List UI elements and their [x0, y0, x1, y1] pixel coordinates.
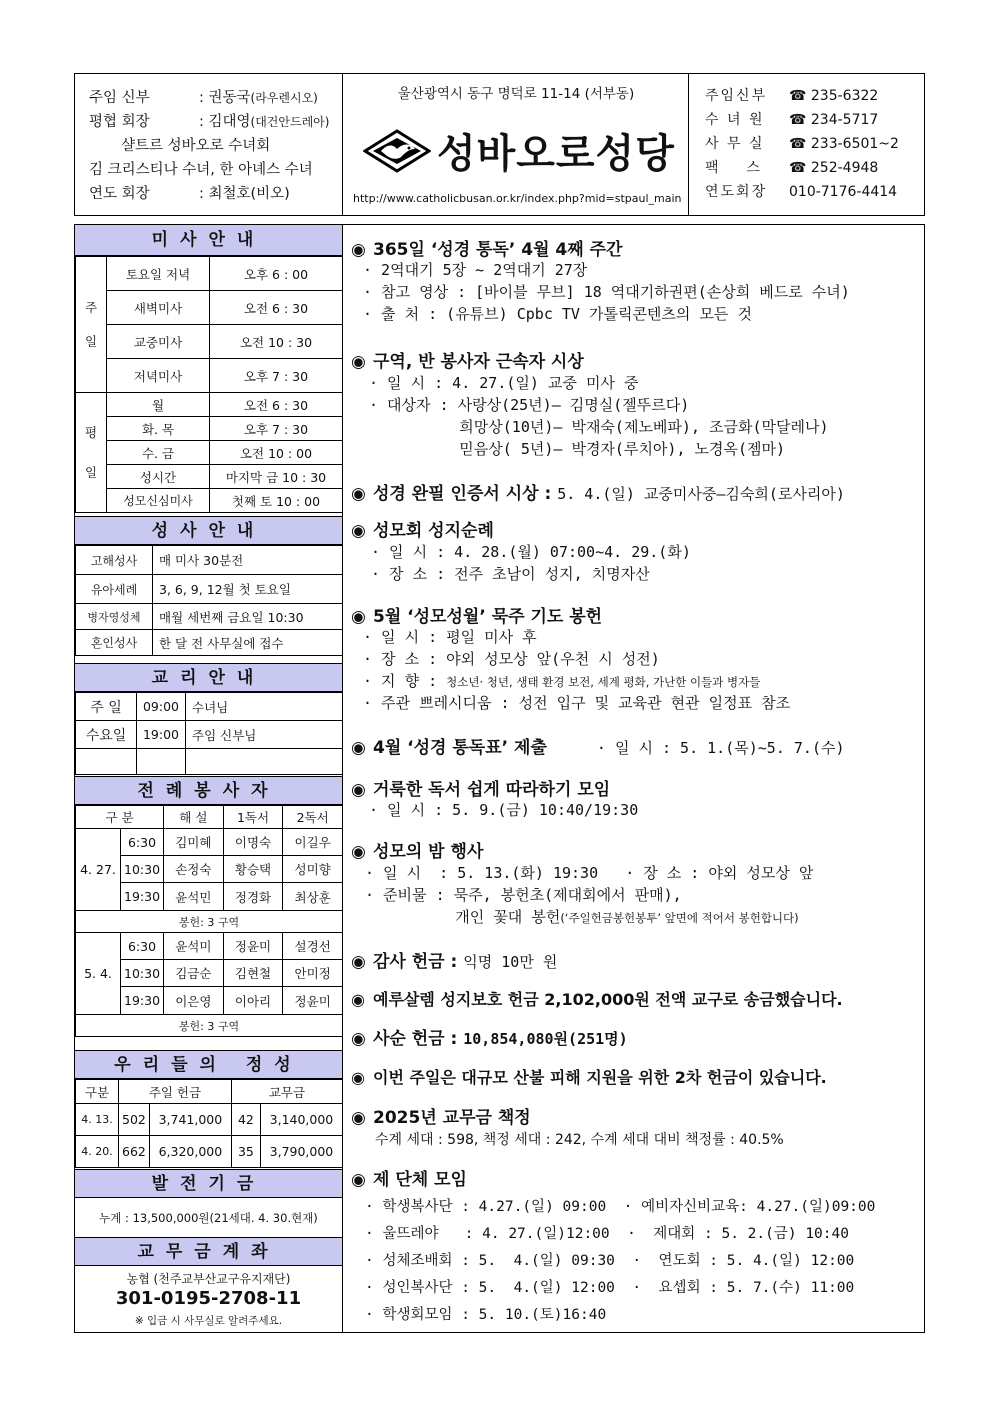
- catechism-section-title: 교리안내: [75, 663, 342, 692]
- sacrament-section-title: 성사안내: [75, 516, 342, 545]
- staff-sisters-order: 샬트르 성바오로 수녀회: [121, 138, 271, 154]
- mass-section-title: 미사안내: [75, 225, 342, 256]
- staff-yeondo-president: 연도 회장 : 최철호(비오): [89, 186, 290, 202]
- liturgy-table: 구 분 해 설 1독서 2독서 4. 27. 6:30 김미혜 이명숙 이길우 10:30 손정숙 황승택 성미향 19:30 윤석민 정경화 최상훈 봉헌: 3 구역 5. 4. 6:30 윤석미 정윤미 설경선 10:30 김금순 김현철 안미정 19:30 이은영 이아리 정윤미 봉헌: 3 구역: [75, 805, 343, 1037]
- notice-line: · 학생회모임 : 5. 10.(토)16:40: [365, 1307, 607, 1323]
- bullseye-icon: ◉: [351, 352, 366, 372]
- notice-line: 믿음상( 5년)– 박경자(루치아), 노경옥(젬마): [369, 440, 786, 458]
- staff-pastor: 주임 신부 : 권동국(라우렌시오): [89, 90, 318, 106]
- contact-list: [689, 74, 924, 215]
- notice-title: ◉ 4월 ‘성경 통독표’ 제출 · 일 시 : 5. 1.(목)~5. 7.(수): [351, 738, 845, 758]
- notice-line: · 준비물 : 묵주, 봉헌초(제대회에서 판매),: [365, 886, 682, 904]
- bullseye-icon: ◉: [351, 1029, 366, 1049]
- notice-title: ◉ 성경 완필 인증서 시상 : 5. 4.(일) 교중미사중–김숙희(로사리아): [351, 484, 845, 504]
- notice-title: ◉ 거룩한 독서 쉽게 따라하기 모임: [351, 780, 611, 800]
- weekday-label: 평 일: [76, 393, 107, 513]
- church-logo: [363, 122, 675, 179]
- bullseye-icon: ◉: [351, 484, 366, 504]
- bullseye-icon: ◉: [351, 1108, 366, 1128]
- contact-row: 팩 스 ☎ 252-4948: [705, 160, 879, 176]
- notice-line: · 성체조배회 : 5. 4.(일) 09:30 · 연도회 : 5. 4.(일) 12:00: [365, 1253, 855, 1269]
- bullseye-icon: ◉: [351, 607, 366, 627]
- bullseye-icon: ◉: [351, 780, 366, 800]
- notice-title: ◉ 감사 헌금 : 익명 10만 원: [351, 952, 558, 972]
- account-number: 301-0195-2708-11: [115, 1288, 302, 1309]
- notice-line: · 장 소 : 야외 성모상 앞(우천 시 성전): [363, 650, 660, 668]
- staff-council-president: 평협 회장 : 김대영(대건안드레아): [89, 114, 330, 130]
- notice-line: 희망상(10년)– 박재숙(제노베파), 조금화(막달레나): [369, 418, 829, 436]
- notice-title: ◉ 성모회 성지순례: [351, 521, 494, 541]
- contact-row: 수 녀 원 ☎ 234-5717: [705, 112, 879, 128]
- bulletin-body: [74, 224, 925, 1333]
- notice-line: · 울뜨레야 : 4. 27.(일)12:00 · 제대회 : 5. 2.(금) 10:40: [365, 1226, 849, 1242]
- notice-line: · 일 시 : 5. 9.(금) 10:40/19:30: [369, 801, 639, 819]
- bullseye-icon: ◉: [351, 952, 366, 972]
- notice-title: ◉ 2025년 교무금 책정: [351, 1108, 531, 1128]
- notice-line: · 일 시 : 4. 27.(일) 교중 미사 중: [369, 374, 639, 392]
- notice-line: · 2역대기 5장 ~ 2역대기 27장: [363, 261, 588, 279]
- notice-line: 수계 세대 : 598, 책정 세대 : 242, 수계 세대 대비 책정률 : 40.5%: [375, 1132, 784, 1148]
- staff-list: [75, 74, 343, 215]
- contact-row: 사 무 실 ☎ 233-6501~2: [705, 136, 899, 152]
- church-title-block: [343, 74, 689, 215]
- notices: [343, 225, 924, 1332]
- fund-section-title: 발전기금: [75, 1169, 342, 1198]
- notice-title: ◉ 365일 ‘성경 통독’ 4월 4째 주간: [351, 240, 623, 260]
- fund-total: 누계 : 13,500,000원(21세대. 4. 30.현재): [99, 1211, 318, 1225]
- notice-title: ◉ 사순 헌금 : 10,854,080원(251명): [351, 1029, 628, 1049]
- notice-line: · 대상자 : 사랑상(25년)– 김명실(젤뚜르다): [369, 396, 690, 414]
- notice-line: · 주관 쁘레시디움 : 성전 입구 및 교육관 현관 일정표 참조: [363, 694, 791, 712]
- notice-line: · 지 향 : 청소년· 청년, 생태 환경 보전, 세계 평화, 가난한 이들과 병자들: [363, 672, 761, 690]
- contact-row: 주임신부 ☎ 235-6322: [705, 88, 879, 104]
- offering-section-title: 우리들의 정성: [75, 1050, 342, 1079]
- notice-title: ◉ 구역, 반 봉사자 근속자 시상: [351, 352, 584, 372]
- notice-line: · 일 시 : 5. 13.(화) 19:30 · 장 소 : 야외 성모상 앞: [365, 864, 814, 882]
- church-address: 울산광역시 동구 명덕로 11-14 (서부동): [397, 86, 635, 102]
- account-bank: 농협 (천주교부산교구유지재단): [126, 1272, 291, 1286]
- sunday-label: 주 일: [76, 257, 107, 393]
- bulletin-header: [74, 73, 925, 216]
- bullseye-icon: ◉: [351, 1068, 365, 1087]
- notice-line: · 참고 영상 : [바이블 무브] 18 역대기하권편(손상희 베드로 수녀): [363, 283, 850, 301]
- notice-line: · 출 처 : (유튜브) Cpbc TV 가톨릭콘텐츠의 모든 것: [363, 305, 752, 323]
- bullseye-icon: ◉: [351, 240, 366, 260]
- notice-title: ◉ 이번 주일은 대규모 산불 피해 지원을 위한 2차 헌금이 있습니다.: [351, 1068, 827, 1087]
- bullseye-icon: ◉: [351, 1170, 366, 1190]
- bullseye-icon: ◉: [351, 842, 366, 862]
- notice-line: · 일 시 : 4. 28.(월) 07:00~4. 29.(화): [371, 543, 691, 561]
- notice-line: · 학생복사단 : 4.27.(일) 09:00 · 예비자신비교육: 4.27.(일)09:00: [365, 1199, 876, 1215]
- notice-title: ◉ 성모의 밤 행사: [351, 842, 484, 862]
- liturgy-section-title: 전례봉사자: [75, 776, 342, 805]
- church-name: 성바오로성당: [437, 131, 675, 177]
- mass-table: 주 일 토요일 저녁 오후 6 : 00 새벽미사 오전 6 : 30 교중미사 오전 10 : 30 저녁미사 오후 7 : 30 평 일 월 오전 6 : 30 화. 목 오후 7 : 30 수. 금 오전 10 : 00 성시간 마지막 금 10 : 30 성모신심미사 첫째 토 10 : 00: [75, 256, 343, 513]
- sacrament-table: 고해성사 매 미사 30분전 유아세례 3, 6, 9, 12월 첫 토요일 병자영성체 매월 세번째 금요일 10:30 혼인성사 한 달 전 사무실에 접수: [75, 545, 343, 656]
- notice-title: ◉ 5월 ‘성모성월’ 묵주 기도 봉헌: [351, 607, 603, 627]
- church-url[interactable]: http://www.catholicbusan.or.kr/index.php?mid=stpaul_main: [353, 192, 682, 205]
- notice-line: 개인 꽃대 봉헌(‘주일헌금봉헌봉투’ 앞면에 적어서 봉헌합니다): [365, 908, 799, 926]
- notice-title: ◉ 제 단체 모임: [351, 1170, 467, 1190]
- notice-line: · 성인복사단 : 5. 4.(일) 12:00 · 요셉회 : 5. 7.(수) 11:00: [365, 1280, 855, 1296]
- dove-emblem-icon: [363, 129, 431, 173]
- notice-line: · 장 소 : 전주 초남이 성지, 치명자산: [371, 565, 650, 583]
- account-section-title: 교무금계좌: [75, 1237, 342, 1266]
- bullseye-icon: ◉: [351, 521, 366, 541]
- offering-table: 구분 주일 헌금 교무금 4. 13. 502 3,741,000 42 3,140,000 4. 20. 662 6,320,000 35 3,790,000: [75, 1079, 343, 1168]
- bullseye-icon: ◉: [351, 990, 365, 1009]
- contact-row: 연도회장 010-7176-4414: [705, 184, 898, 200]
- account-note: ※ 입금 시 사무실로 알려주세요.: [134, 1315, 283, 1327]
- notice-line: · 일 시 : 평일 미사 후: [363, 628, 537, 646]
- staff-sisters: 김 크리스티나 수녀, 한 아녜스 수녀: [89, 162, 313, 178]
- sidebar: [75, 225, 343, 1332]
- bullseye-icon: ◉: [351, 738, 366, 758]
- notice-title: ◉ 예루살렘 성지보호 헌금 2,102,000원 전액 교구로 송금했습니다.: [351, 990, 843, 1009]
- catechism-table: 주 일 09:00 수녀님 수요일 19:00 주임 신부님: [75, 692, 343, 775]
